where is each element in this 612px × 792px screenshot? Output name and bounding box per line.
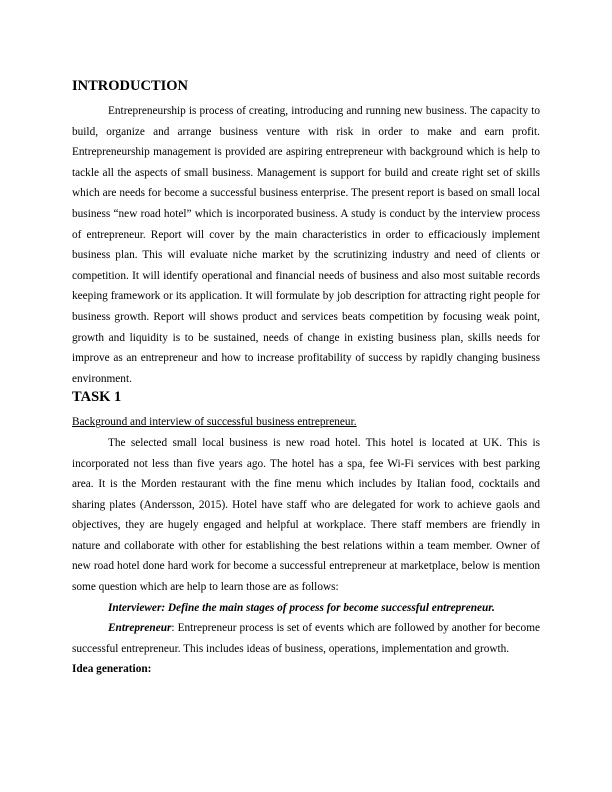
answer-text: : Entrepreneur process is set of events which are followed by another for become successful entrepreneur. This includes ideas of business, operations, implementation and growth.: [72, 622, 540, 655]
idea-generation-heading: Idea generation:: [72, 663, 152, 676]
page-content: [72, 78, 540, 680]
introduction-paragraph: Entrepreneurship is process of creating, introducing and running new business. The capacity to build, organize and arrange business venture with risk in order to make and earn profit. Entrepreneurship management is provided are aspiring entrepreneur with background which is help to tackle all the aspects of small business. Management is support for build and create right set of skills which are needs for become a successful business enterprise. The present report is based on small local business “new road hotel” which is incorporated business. A study is conduct by the interview process of entrepreneur. Report will cover by the main characteristics in order to efficaciously implement business plan. This will evaluate niche market by the scrutinizing industry and need of clients or competition. It will identify operational and financial needs of business and also most suitable records keeping framework or its application. It will formulate by job description for attracting right people for business growth. Report will shows product and services beats competition by focusing weak point, growth and liquidity is to be sustained, needs of change in existing business plan, skills needs for improve as an entrepreneur and how to increase profitability of success by rapidly changing business environment.: [72, 105, 540, 385]
interview-question: [72, 598, 540, 619]
answer-speaker-label: Entrepreneur: [108, 622, 172, 635]
task1-subheading: Background and interview of successful business entrepreneur.: [72, 416, 357, 429]
task1-heading: TASK 1: [72, 389, 122, 406]
task1-paragraph: The selected small local business is new road hotel. This hotel is located at UK. This is incorporated not less than five years ago. The hotel has a spa, fee Wi-Fi services with best parking area. It is the Morden restaurant with the fine menu which includes by Italian food, cocktails and sharing plates (Andersson, 2015). Hotel have staff who are delegated for work to achieve gaols and objectives, they are hugely engaged and helpful at workplace. There staff members are friendly in nature and collaborate with other for establishing the best relations within a team member. Owner of new road hotel done hard work for become a successful entrepreneur at marketplace, below is mention some question which are help to learn those are as follows:: [72, 436, 540, 594]
interviewer-question-text: Interviewer: Define the main stages of process for become successful entrepreneur.: [108, 601, 495, 614]
introduction-heading: INTRODUCTION: [72, 78, 189, 94]
entrepreneur-answer: [72, 618, 540, 659]
